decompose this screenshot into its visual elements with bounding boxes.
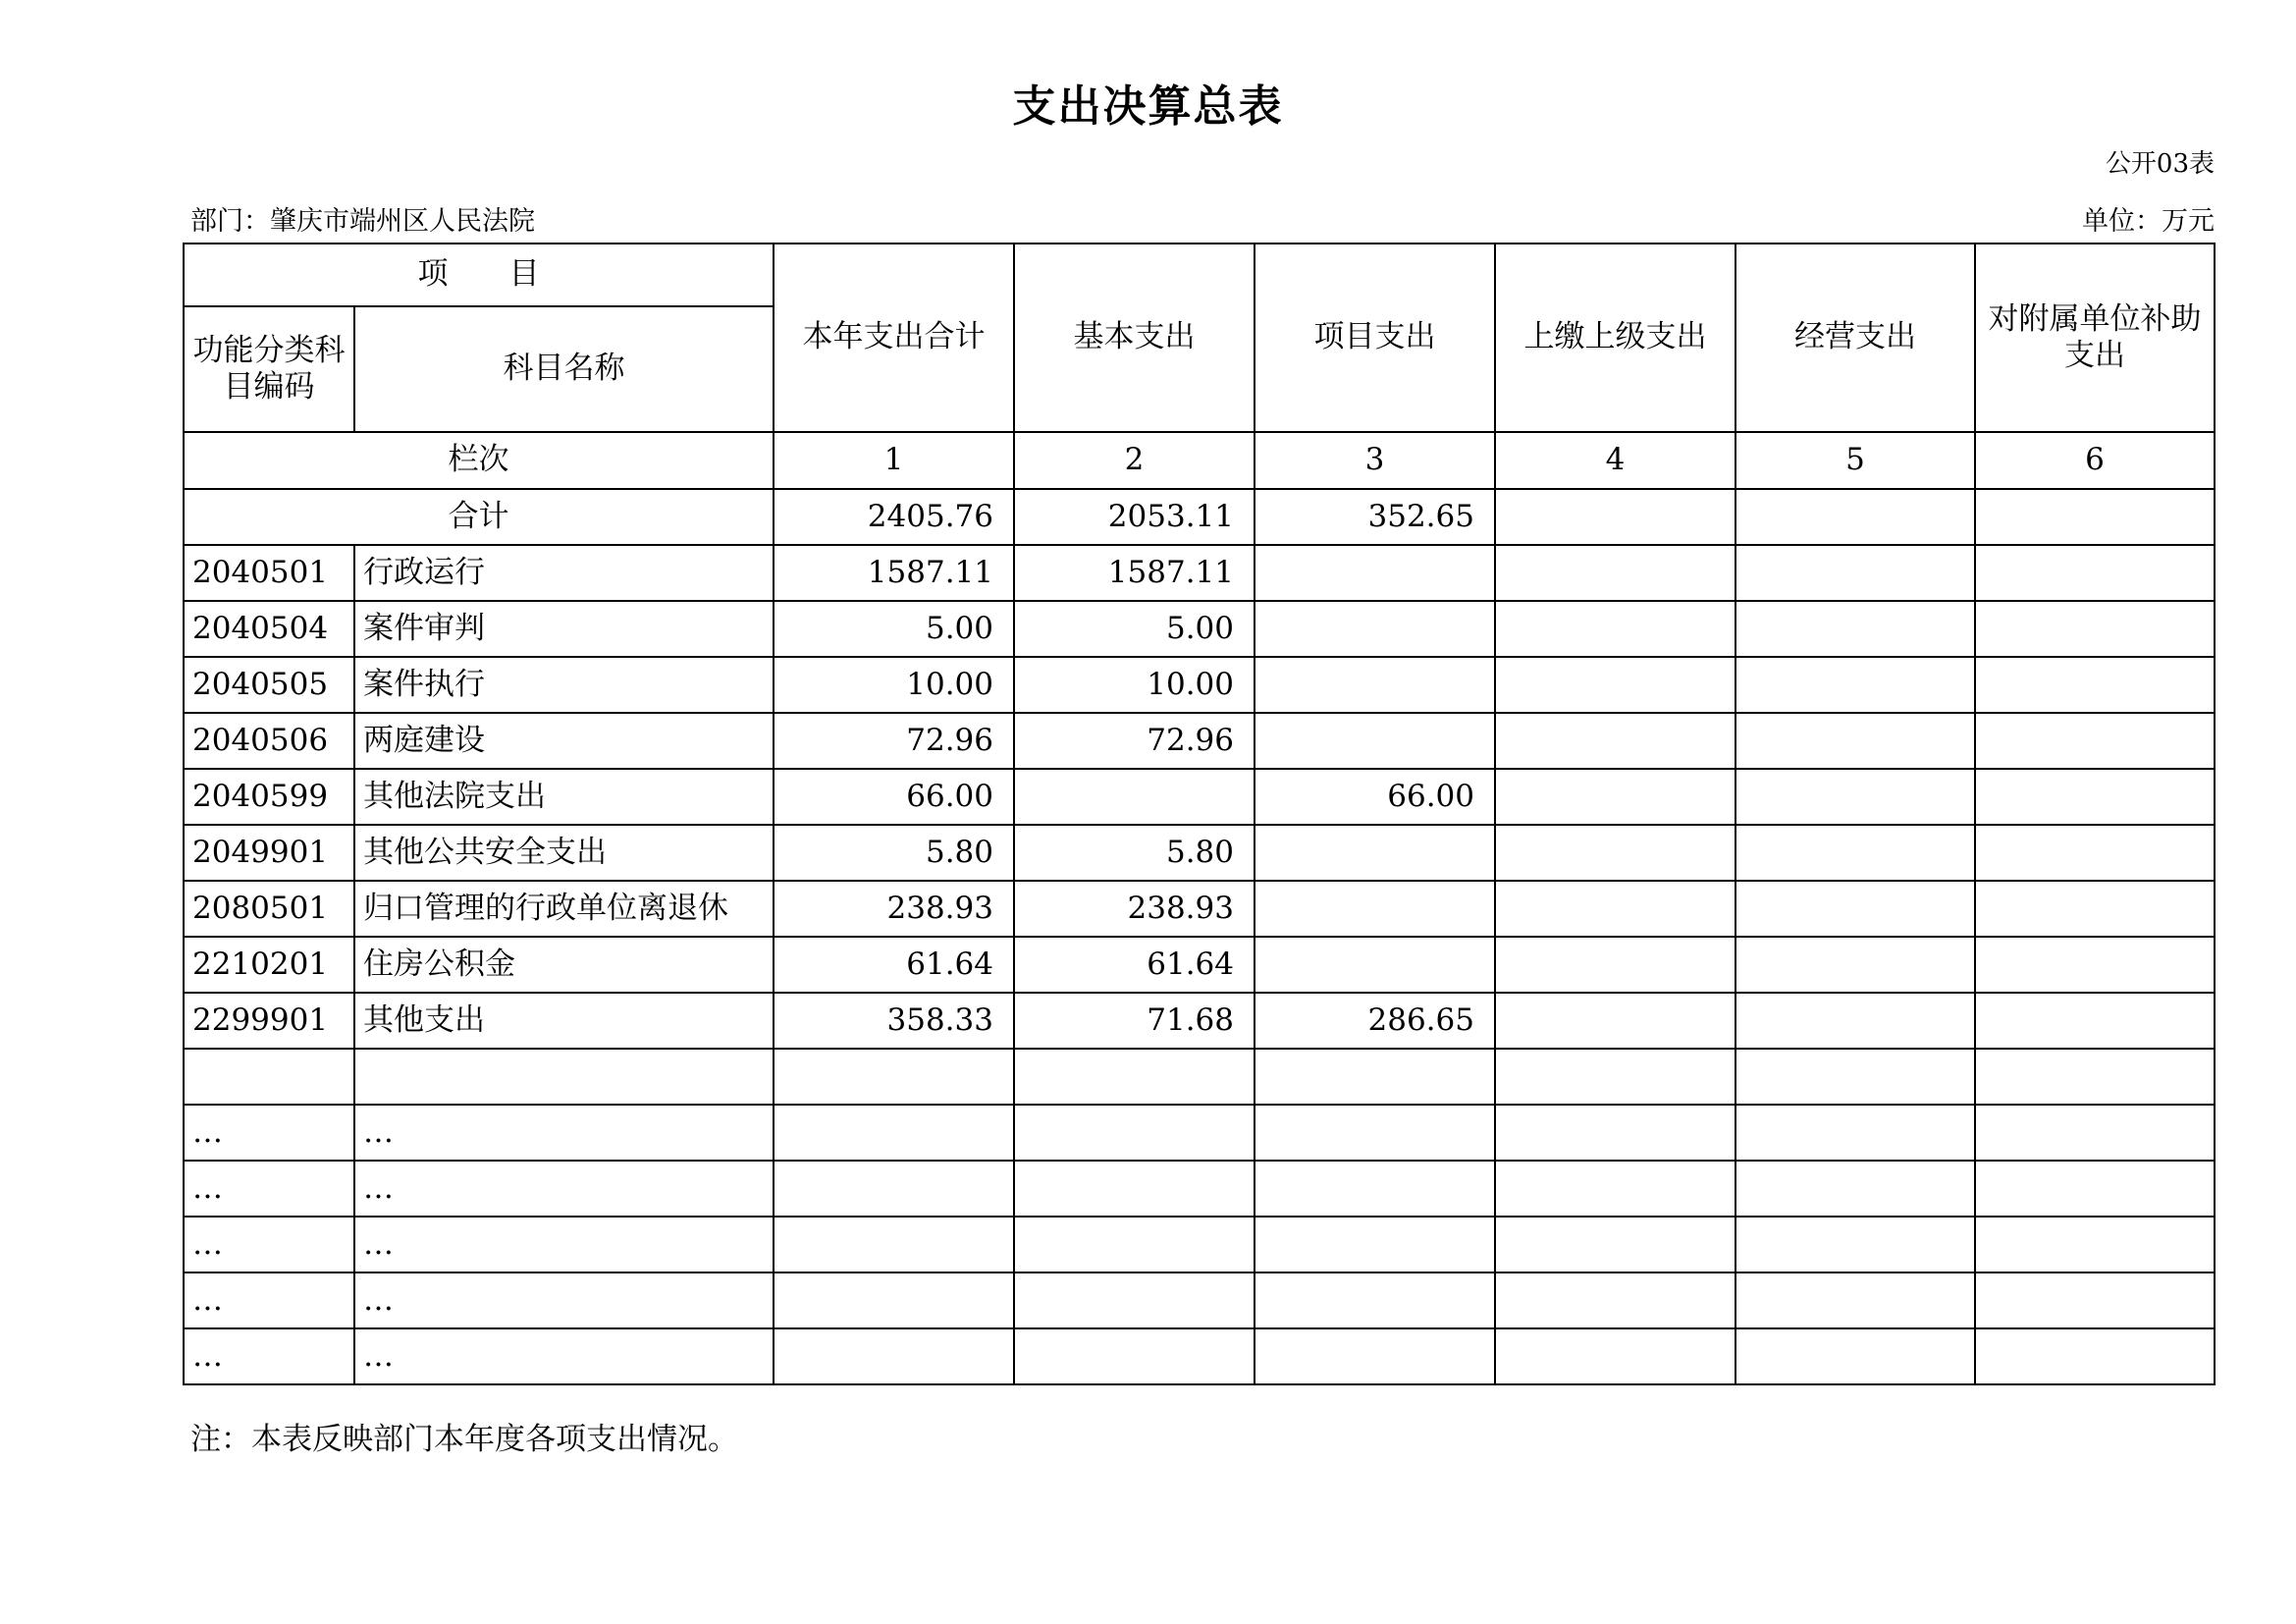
table-row — [184, 1272, 2215, 1328]
row-basic-expenditure: 238.93 — [1014, 881, 1255, 937]
table-row — [184, 1161, 2215, 1217]
row-total-expenditure — [774, 1328, 1014, 1384]
row-operating-expenditure — [1735, 545, 1975, 601]
row-operating-expenditure — [1735, 881, 1975, 937]
page-title: 支出决算总表 — [1012, 81, 1284, 132]
row-code: … — [184, 1161, 354, 1217]
table-row — [184, 769, 2215, 825]
table-row — [184, 1328, 2215, 1384]
row-remit-superior — [1495, 545, 1735, 601]
column-index-3: 3 — [1255, 432, 1495, 489]
row-project-expenditure — [1255, 937, 1495, 993]
row-code: 2040505 — [184, 657, 354, 713]
table-row — [184, 713, 2215, 769]
row-basic-expenditure: 61.64 — [1014, 937, 1255, 993]
row-code: … — [184, 1105, 354, 1161]
row-name: … — [354, 1217, 774, 1272]
row-subsidy-affiliates — [1975, 1328, 2215, 1384]
header-subsidy-affiliates: 对附属单位补助支出 — [1975, 244, 2215, 432]
row-total-expenditure: 72.96 — [774, 713, 1014, 769]
row-code: … — [184, 1328, 354, 1384]
row-operating-expenditure — [1735, 1049, 1975, 1105]
row-name: 两庭建设 — [354, 713, 774, 769]
row-name — [354, 1049, 774, 1105]
row-project-expenditure — [1255, 881, 1495, 937]
row-remit-superior — [1495, 993, 1735, 1049]
header-code: 功能分类科目编码 — [184, 306, 354, 432]
row-total-expenditure: 61.64 — [774, 937, 1014, 993]
form-code: 公开03表 — [2105, 149, 2215, 179]
total-value-6 — [1975, 489, 2215, 545]
table-row — [184, 937, 2215, 993]
row-subsidy-affiliates — [1975, 1217, 2215, 1272]
column-index-row — [184, 432, 2215, 489]
row-basic-expenditure — [1014, 1272, 1255, 1328]
row-subsidy-affiliates — [1975, 825, 2215, 881]
row-total-expenditure: 1587.11 — [774, 545, 1014, 601]
row-basic-expenditure: 71.68 — [1014, 993, 1255, 1049]
unit-label: 单位：万元 — [2082, 206, 2215, 237]
expenditure-table — [183, 243, 2216, 1385]
row-operating-expenditure — [1735, 937, 1975, 993]
row-total-expenditure: 5.00 — [774, 601, 1014, 657]
row-operating-expenditure — [1735, 713, 1975, 769]
total-value-3: 352.65 — [1255, 489, 1495, 545]
column-index-1: 1 — [774, 432, 1014, 489]
header-basic-expenditure: 基本支出 — [1014, 244, 1255, 432]
row-remit-superior — [1495, 1272, 1735, 1328]
row-operating-expenditure — [1735, 601, 1975, 657]
row-remit-superior — [1495, 1217, 1735, 1272]
row-subsidy-affiliates — [1975, 1272, 2215, 1328]
row-name: 案件审判 — [354, 601, 774, 657]
column-index-6: 6 — [1975, 432, 2215, 489]
footnote: 注：本表反映部门本年度各项支出情况。 — [190, 1422, 738, 1457]
table-row — [184, 657, 2215, 713]
row-subsidy-affiliates — [1975, 881, 2215, 937]
column-index-4: 4 — [1495, 432, 1735, 489]
row-total-expenditure — [774, 1217, 1014, 1272]
row-name: 其他法院支出 — [354, 769, 774, 825]
column-index-label: 栏次 — [184, 432, 774, 489]
row-remit-superior — [1495, 881, 1735, 937]
row-subsidy-affiliates — [1975, 657, 2215, 713]
row-project-expenditure — [1255, 713, 1495, 769]
row-code: 2299901 — [184, 993, 354, 1049]
row-basic-expenditure — [1014, 769, 1255, 825]
row-total-expenditure — [774, 1272, 1014, 1328]
row-operating-expenditure — [1735, 769, 1975, 825]
row-name: 行政运行 — [354, 545, 774, 601]
table-row — [184, 1105, 2215, 1161]
header-project-expenditure: 项目支出 — [1255, 244, 1495, 432]
row-subsidy-affiliates — [1975, 1161, 2215, 1217]
row-remit-superior — [1495, 1049, 1735, 1105]
row-subsidy-affiliates — [1975, 713, 2215, 769]
row-name: … — [354, 1161, 774, 1217]
row-total-expenditure: 10.00 — [774, 657, 1014, 713]
row-project-expenditure: 286.65 — [1255, 993, 1495, 1049]
row-project-expenditure — [1255, 1217, 1495, 1272]
row-operating-expenditure — [1735, 1217, 1975, 1272]
row-basic-expenditure — [1014, 1049, 1255, 1105]
row-operating-expenditure — [1735, 1161, 1975, 1217]
row-basic-expenditure — [1014, 1328, 1255, 1384]
row-subsidy-affiliates — [1975, 993, 2215, 1049]
table-row — [184, 881, 2215, 937]
table-row — [184, 825, 2215, 881]
row-code: 2049901 — [184, 825, 354, 881]
header-name: 科目名称 — [354, 306, 774, 432]
row-operating-expenditure — [1735, 1105, 1975, 1161]
row-name: … — [354, 1272, 774, 1328]
row-operating-expenditure — [1735, 993, 1975, 1049]
row-total-expenditure: 358.33 — [774, 993, 1014, 1049]
row-project-expenditure — [1255, 657, 1495, 713]
row-name: 归口管理的行政单位离退休 — [354, 881, 774, 937]
total-value-4 — [1495, 489, 1735, 545]
row-remit-superior — [1495, 1105, 1735, 1161]
row-name: … — [354, 1328, 774, 1384]
row-remit-superior — [1495, 713, 1735, 769]
row-basic-expenditure: 1587.11 — [1014, 545, 1255, 601]
row-remit-superior — [1495, 937, 1735, 993]
total-row — [184, 489, 2215, 545]
row-name: 案件执行 — [354, 657, 774, 713]
row-subsidy-affiliates — [1975, 601, 2215, 657]
column-index-2: 2 — [1014, 432, 1255, 489]
row-basic-expenditure — [1014, 1161, 1255, 1217]
table-row — [184, 993, 2215, 1049]
row-name: 住房公积金 — [354, 937, 774, 993]
row-subsidy-affiliates — [1975, 769, 2215, 825]
row-remit-superior — [1495, 825, 1735, 881]
row-project-expenditure — [1255, 1049, 1495, 1105]
row-project-expenditure — [1255, 1161, 1495, 1217]
row-subsidy-affiliates — [1975, 545, 2215, 601]
row-total-expenditure — [774, 1049, 1014, 1105]
row-code — [184, 1049, 354, 1105]
row-project-expenditure — [1255, 545, 1495, 601]
row-subsidy-affiliates — [1975, 1105, 2215, 1161]
row-total-expenditure — [774, 1161, 1014, 1217]
row-basic-expenditure: 5.80 — [1014, 825, 1255, 881]
row-subsidy-affiliates — [1975, 1049, 2215, 1105]
row-basic-expenditure: 10.00 — [1014, 657, 1255, 713]
row-name: … — [354, 1105, 774, 1161]
row-remit-superior — [1495, 769, 1735, 825]
row-project-expenditure: 66.00 — [1255, 769, 1495, 825]
row-name: 其他公共安全支出 — [354, 825, 774, 881]
row-total-expenditure: 238.93 — [774, 881, 1014, 937]
row-code: 2080501 — [184, 881, 354, 937]
row-code: 2040504 — [184, 601, 354, 657]
header-operating-expenditure: 经营支出 — [1735, 244, 1975, 432]
row-total-expenditure: 5.80 — [774, 825, 1014, 881]
row-code: 2210201 — [184, 937, 354, 993]
row-basic-expenditure — [1014, 1105, 1255, 1161]
row-operating-expenditure — [1735, 825, 1975, 881]
row-basic-expenditure: 5.00 — [1014, 601, 1255, 657]
row-project-expenditure — [1255, 601, 1495, 657]
row-project-expenditure — [1255, 1328, 1495, 1384]
row-code: … — [184, 1217, 354, 1272]
row-operating-expenditure — [1735, 1328, 1975, 1384]
row-operating-expenditure — [1735, 657, 1975, 713]
table-row — [184, 601, 2215, 657]
total-label: 合计 — [184, 489, 774, 545]
row-subsidy-affiliates — [1975, 937, 2215, 993]
total-value-5 — [1735, 489, 1975, 545]
row-basic-expenditure — [1014, 1217, 1255, 1272]
row-project-expenditure — [1255, 825, 1495, 881]
row-code: … — [184, 1272, 354, 1328]
row-remit-superior — [1495, 1328, 1735, 1384]
total-value-2: 2053.11 — [1014, 489, 1255, 545]
header-total-expenditure: 本年支出合计 — [774, 244, 1014, 432]
department-label: 部门：肇庆市端州区人民法院 — [190, 206, 535, 237]
row-name: 其他支出 — [354, 993, 774, 1049]
row-code: 2040501 — [184, 545, 354, 601]
header-project: 项 目 — [184, 244, 774, 306]
row-basic-expenditure: 72.96 — [1014, 713, 1255, 769]
table-row — [184, 545, 2215, 601]
total-value-1: 2405.76 — [774, 489, 1014, 545]
table-row — [184, 1049, 2215, 1105]
row-remit-superior — [1495, 601, 1735, 657]
header-remit-superior: 上缴上级支出 — [1495, 244, 1735, 432]
row-operating-expenditure — [1735, 1272, 1975, 1328]
row-remit-superior — [1495, 1161, 1735, 1217]
row-remit-superior — [1495, 657, 1735, 713]
row-code: 2040506 — [184, 713, 354, 769]
header-row-1 — [184, 244, 2215, 306]
row-project-expenditure — [1255, 1105, 1495, 1161]
row-total-expenditure: 66.00 — [774, 769, 1014, 825]
column-index-5: 5 — [1735, 432, 1975, 489]
row-project-expenditure — [1255, 1272, 1495, 1328]
row-total-expenditure — [774, 1105, 1014, 1161]
row-code: 2040599 — [184, 769, 354, 825]
table-row — [184, 1217, 2215, 1272]
